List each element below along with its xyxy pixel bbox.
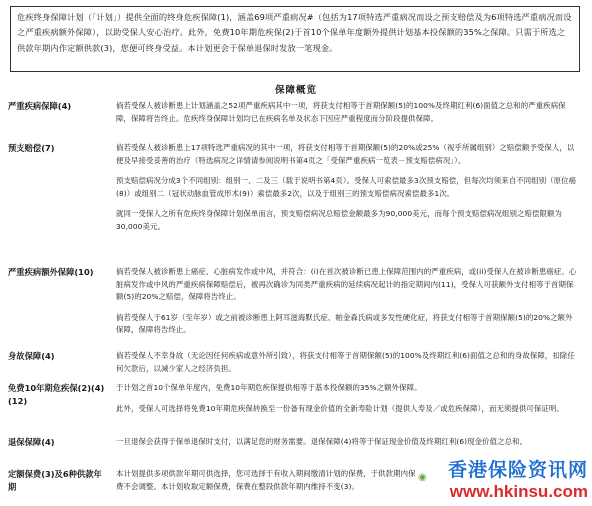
benefit-label: 退保保障(4) [8,437,55,447]
benefit-label: 严重疾病额外保障(10) [8,267,94,277]
intro-box [10,6,580,72]
benefit-content [116,382,578,423]
benefit-row-early-payment [8,142,584,262]
benefit-paragraph: 倘若受保人于61岁（至年岁）或之前被诊断患上阿耳滋海默氏症、帕金森氏病或多发性硬化症，将获支付相等于首期保额(5)的20%之额外保障，保障将告终止。 [116,312,573,335]
benefit-label: 严重疾病保障(4) [8,101,72,111]
benefit-row-extra-protection [8,266,584,348]
benefit-label: 身故保障(4) [8,351,55,361]
watermark-cn: 香港保险资讯网 [447,459,588,481]
benefit-label: 定额保费(3)及6种供款年期 [8,469,102,492]
benefit-paragraph: 一旦退保会获得于保单退保时支付，以满足您的财务需要。退保保障(4)将等于保证现金价值及终期红利(6)现金价值之总和。 [116,437,528,446]
benefit-label: 预支赔偿(7) [8,143,55,153]
benefit-content [116,436,578,457]
intro-text: 危疾终身保障计划（「计划」）提供全面的终身危疾保障(1)，涵盖69项严重病况#（包括为17项特选严重病况而设之预支赔偿及为6项特选严重病况而设之严重疾病额外保障），以助受保人安心治疗。此外，免费10年期危疾保(2)于首10个保单年度额外提供计划基本投保额的35%之保障。只需于所选之供款年期内作定额供款(3)，您便可终身受益。本计划更会于保单退保时发放一笔现金。 [17,12,572,53]
benefit-label: 免费10年期危疾保(2)(4)(12) [8,383,105,406]
section-title: 保障概览 [274,85,317,96]
wechat-icon: ◉ [418,472,427,483]
benefit-content [116,100,578,133]
benefit-paragraph: 就同一受保人之所有危疾终身保障计划保单而言，预支赔偿病况总赔偿金额最多为90,000美元，而每个预支赔偿病况组别之赔偿限额为30,000美元。 [116,209,562,231]
benefit-row-free-10yr [8,382,584,430]
benefit-paragraph: 倘若受保人被诊断患上17项特选严重病况的其中一项，将获支付相等于首期保额(5)的20%或25%（视乎所属组别）之赔偿额予受保人，以便及早接受妥善的治疗（特选病况之详情请参阅说明书第4页之「受保严重疾病一览表－预支赔偿病况」）。 [116,143,575,165]
benefit-paragraph: 倘若受保人被诊断患上癌症、心脏病发作或中风，并符合：(i)在首次被诊断已患上保障范围内的严重疾病，或(ii)受保人在被诊断患癌症、心脏病发作或中风的严重疾病保障赔偿后，被再次确诊为同类严重疾病的延续病况起计的指定期间内(11)，受保人可获额外支付相等于首期保额(5)的20%之赔偿，保障将告终止。 [116,267,577,302]
benefit-paragraph: 于计划之首10个保单年度内，免费10年期危疾保提供相等于基本投保额的35%之额外保障。 [116,383,422,392]
benefit-paragraph: 倘若受保人被诊断患上计划涵盖之52项严重疾病其中一项，将获支付相等于首期保额(5)的100%及终期红利(6)面值之总和的严重疾病保障，保障将告终止。危疾终身保障计划均已在疾病名单及状态下因应严重程度而分阶段提供保障。 [116,101,566,123]
benefit-paragraph: 此外，受保人可选择将免费10年期危疾保转换至一份备有现金价值的全新寿险计划（提供人寿及／或危疾保障），而无须提供可保证明。 [116,403,564,413]
benefit-paragraph: 本计划提供多项供款年期可供选择，您可选择于有收入期间缴清计划的保费，于供款期内保费不会调整。本计划收取定额保费，保费在整段供款年期内维持不变(3)。 [116,469,416,491]
benefit-row-critical-illness [8,100,584,136]
benefit-content [116,266,578,345]
site-watermark [412,458,588,504]
watermark-url: www.hkinsu.com [449,482,588,501]
benefit-content [116,468,416,501]
benefit-paragraph: 倘若受保人不幸身故（无论因任何疾病或意外所引致），将获支付相等于首期保额(5)的100%及终期红利(6)面值之总和的身故保障，扣除任何欠款后，以减少家人之经济负担。 [116,351,575,373]
benefit-content [116,350,578,383]
benefit-content [116,142,578,242]
benefit-row-death [8,350,584,380]
benefit-paragraph: 预支赔偿病况分成3个不同组别：组别一、二及三（载于说明书第4页）。受保人可索偿最多3次预支赔偿，但每次均须来自不同组别（原位癌(8)）或组别二（冠状动脉血管成形术(9)）索偿最多2次，以及于组别三的预支赔偿病况索偿最多1次。 [116,176,577,198]
